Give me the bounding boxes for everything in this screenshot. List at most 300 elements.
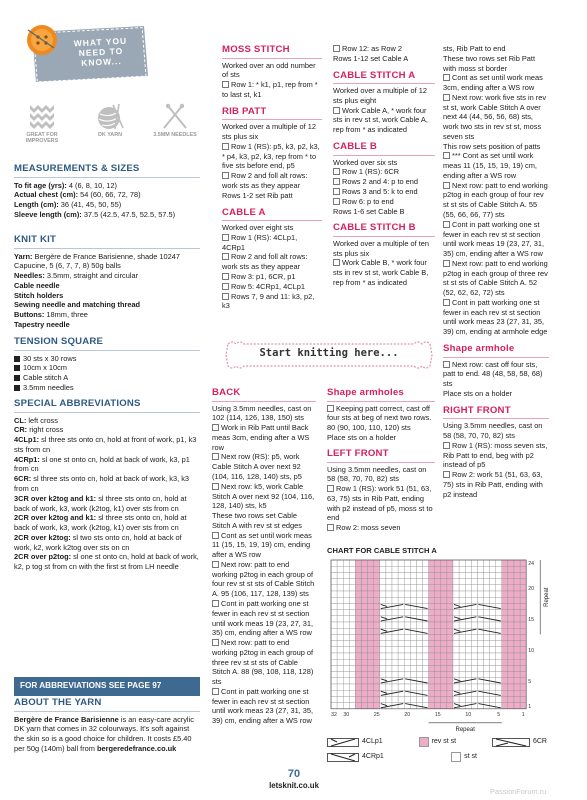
chart-cell: [386, 696, 392, 702]
chart-cell: [423, 653, 429, 659]
chart-cell: [477, 610, 483, 616]
chart-cell: [465, 585, 471, 591]
chart-cell: [429, 610, 435, 616]
chart-cell: [441, 653, 447, 659]
chart-cell: [471, 647, 477, 653]
cable-a-line: Rows 7, 9 and 11: k3, p2, k3: [222, 291, 315, 311]
chart-cell: [502, 572, 508, 578]
col5-line: Next row: patt to end working p2tog in each group of three rev st st sts of Cable Stitch A. 52 (52, 62, 62, 72) sts: [443, 258, 548, 298]
chart-cell: [447, 560, 453, 566]
chart-cell: [355, 678, 361, 684]
chart-cell: [368, 684, 374, 690]
chart-cell: [465, 560, 471, 566]
knitting-needles-icon: [160, 102, 190, 132]
chart-cell: [459, 634, 465, 640]
chart-cell: [380, 572, 386, 578]
chart-cell: [477, 591, 483, 597]
chart-cell: [362, 579, 368, 585]
row-tick-label: 1: [528, 703, 532, 710]
chart-cell: [380, 585, 386, 591]
measure-label: Length (cm):: [14, 200, 59, 210]
chart-cell: [343, 647, 349, 653]
chart-cell: [502, 703, 508, 709]
chart-cell: [508, 672, 514, 678]
chart-cell: [368, 579, 374, 585]
chart-cell: [471, 684, 477, 690]
st-st-swatch-icon: [451, 752, 461, 762]
chart-cell: [453, 653, 459, 659]
chart-cell: [392, 634, 398, 640]
chart-cell: [404, 622, 410, 628]
chart-cell: [355, 579, 361, 585]
abbr-term: 2CR over k2tog:: [14, 532, 71, 542]
cable-b-heading: CABLE B: [333, 141, 378, 153]
checkbox-icon: [443, 260, 450, 267]
chart-cell: [453, 560, 459, 566]
repeat-label-bottom: Repeat: [455, 726, 475, 733]
chart-cell: [337, 610, 343, 616]
chart-cell: [349, 566, 355, 572]
cable-a-line: Row 12: as Row 2: [342, 44, 402, 53]
chart-cell: [343, 634, 349, 640]
chart-cell: [374, 647, 380, 653]
chart-cell: [410, 634, 416, 640]
checkbox-icon: [443, 442, 450, 449]
chart-cell: [490, 585, 496, 591]
checkbox-icon: [212, 639, 219, 646]
chart-cell: [374, 641, 380, 647]
chart-cell: [374, 622, 380, 628]
info-icons-row: [14, 102, 200, 144]
chart-cell: [429, 591, 435, 597]
chart-cell: [435, 610, 441, 616]
chart-cell: [355, 634, 361, 640]
chart-cell: [349, 591, 355, 597]
chart-cell: [355, 690, 361, 696]
chart-cell: [471, 622, 477, 628]
site-url: letsknit.co.uk: [269, 781, 319, 790]
chart-cell: [520, 603, 526, 609]
chart-cell: [368, 616, 374, 622]
chart-cell: [368, 622, 374, 628]
chart-cell: [502, 678, 508, 684]
chart-cell: [508, 647, 514, 653]
chart-cell: [441, 616, 447, 622]
chart-cell: [484, 622, 490, 628]
chart-cell: [477, 579, 483, 585]
chart-cell: [502, 628, 508, 634]
measurements-section: [14, 163, 200, 220]
col-tick-label: 20: [404, 711, 411, 718]
chart-cell: [362, 703, 368, 709]
chart-cell: [368, 641, 374, 647]
chart-cell: [453, 647, 459, 653]
chart-cell: [453, 610, 459, 616]
bullet-square-icon: [14, 365, 20, 371]
col-tick-label: 25: [373, 711, 380, 718]
chart-cell: [374, 665, 380, 671]
checkbox-icon: [443, 94, 450, 101]
chart-cell: [441, 678, 447, 684]
cable-a-line: Worked over eight sts: [222, 223, 294, 233]
checkbox-icon: [327, 405, 334, 412]
chart-cell: [362, 566, 368, 572]
chart-cell: [410, 641, 416, 647]
chart-cell: [429, 560, 435, 566]
chart-cell: [441, 572, 447, 578]
chart-cell: [355, 672, 361, 678]
chart-cell: [355, 591, 361, 597]
chart-cell: [355, 585, 361, 591]
abbr-term: CR:: [14, 425, 28, 435]
chart-cell: [435, 703, 441, 709]
chart-cell: [337, 628, 343, 634]
chart-cell: [337, 641, 343, 647]
yarn-name: Bergère de France Barisienne: [14, 714, 119, 724]
chart-cell: [502, 653, 508, 659]
shape-armhole-heading: Shape armhole: [443, 342, 515, 354]
chart-cell: [374, 672, 380, 678]
chart-cell: [496, 622, 502, 628]
checkbox-icon: [443, 221, 450, 228]
chart-cell: [520, 672, 526, 678]
repeat-label-right: Repeat: [544, 587, 551, 607]
chart-cell: [392, 696, 398, 702]
chart-cell: [337, 634, 343, 640]
chart-cell: [343, 690, 349, 696]
chart-cell: [368, 603, 374, 609]
chart-cell: [374, 634, 380, 640]
chart-cell: [368, 560, 374, 566]
measure-value: 36 (41, 45, 50, 55): [58, 200, 122, 210]
chart-cell: [423, 634, 429, 640]
kit-item: Cable needle: [14, 280, 60, 290]
chart-cell: [459, 597, 465, 603]
chart-cell: [429, 684, 435, 690]
page-number: 70: [287, 768, 301, 780]
chart-cell: [490, 572, 496, 578]
legend-label: rev st st: [431, 738, 457, 746]
chart-cell: [386, 665, 392, 671]
right-front-line: Row 2: work 51 (51, 63, 63, 75) sts in Rib Patt, ending with p2 instead: [443, 470, 543, 499]
chart-cell: [423, 591, 429, 597]
row-tick-label: 20: [528, 586, 534, 592]
chart-cell: [349, 560, 355, 566]
chart-cell: [508, 603, 514, 609]
chart-cell: [471, 696, 477, 702]
tension-section: [14, 336, 200, 393]
col5-line: Next row: work five sts in rev st st, work Cable Stitch A over next 44 (44, 56, 56, 68) sts, work two sts in rev st st, moss seven sts: [443, 92, 547, 141]
chart-cell: [496, 560, 502, 566]
chart-cell: [508, 628, 514, 634]
chart-cell: [380, 672, 386, 678]
col5-line: These two rows set Rib Patt with moss st border: [443, 53, 536, 73]
chart-cell: [502, 684, 508, 690]
chart-cell: [380, 566, 386, 572]
chart-cell: [459, 696, 465, 702]
chart-cell: [343, 628, 349, 634]
chart-cell: [331, 572, 337, 578]
chart-cell: [477, 560, 483, 566]
chart-cell: [416, 572, 422, 578]
watermark: PassionForum.ru: [490, 787, 547, 796]
chart-cell: [392, 585, 398, 591]
abbr-def: sl one st onto cn, hold at back of work, k2, p tog st from cn with the first st from LH needle: [14, 552, 199, 572]
chart-cell: [429, 665, 435, 671]
chart-cell: [343, 641, 349, 647]
checkbox-icon: [212, 424, 219, 431]
chart-cell: [471, 585, 477, 591]
chart-cell: [374, 591, 380, 597]
chart-cell: [355, 659, 361, 665]
legend-label: 4CLp1: [362, 738, 383, 746]
chart-cell: [435, 659, 441, 665]
chart-cell: [410, 572, 416, 578]
chart-cell: [423, 696, 429, 702]
rib-line: Worked over a multiple of 12 sts plus six: [222, 122, 316, 142]
rib-line: Row 2 and foll alt rows: work sts as they appear: [222, 171, 308, 190]
chart-cell: [368, 597, 374, 603]
checkbox-icon: [222, 273, 229, 280]
chart-cell: [514, 579, 520, 585]
chart-cell: [447, 591, 453, 597]
chart-cell: [362, 628, 368, 634]
legend-label: 4CRp1: [362, 753, 384, 761]
chart-cell: [362, 603, 368, 609]
chart-cell: [490, 659, 496, 665]
chart-cell: [484, 647, 490, 653]
checkbox-icon: [222, 283, 229, 290]
chart-cell: [343, 653, 349, 659]
chart-cell: [337, 603, 343, 609]
chart-cell: [331, 585, 337, 591]
chart-cell: [496, 634, 502, 640]
chart-cell: [508, 560, 514, 566]
kit-item: Sewing needle and matching thread: [14, 300, 141, 310]
chart-cell: [331, 653, 337, 659]
chart-cell: [441, 641, 447, 647]
chart-cell: [404, 684, 410, 690]
chart-cell: [496, 641, 502, 647]
chart-cell: [520, 560, 526, 566]
chart-cell: [410, 591, 416, 597]
chart-cell: [374, 560, 380, 566]
chart-cell: [331, 703, 337, 709]
shape-armhole-line: Place sts on a holder: [443, 388, 513, 398]
chart-cell: [502, 690, 508, 696]
chart-cell: [380, 641, 386, 647]
kit-label: Yarn:: [14, 251, 33, 261]
chart-cell: [435, 678, 441, 684]
chart-cell: [447, 684, 453, 690]
chart-cell: [349, 572, 355, 578]
chart-cell: [435, 616, 441, 622]
top-column-2: [333, 44, 435, 288]
chart-cell: [471, 672, 477, 678]
back-line: Cont in patt working one st fewer in each rev st st section until work meas 23 (27, 31, 35, 39) cm, ending after a WS row: [212, 686, 314, 726]
chart-cell: [514, 665, 520, 671]
chart-cell: [496, 665, 502, 671]
chart-cell: [435, 653, 441, 659]
chart-cell: [490, 672, 496, 678]
chart-cell: [349, 690, 355, 696]
chart-cell: [374, 703, 380, 709]
chart-cell: [355, 653, 361, 659]
chart-cell: [471, 572, 477, 578]
chart-cell: [398, 585, 404, 591]
kit-label: Needles:: [14, 271, 45, 281]
chart-cell: [441, 560, 447, 566]
chart-cell: [343, 659, 349, 665]
chart-cell: [447, 572, 453, 578]
tension-item: 30 sts x 30 rows: [23, 353, 77, 363]
chart-cell: [502, 647, 508, 653]
chart-cell: [349, 603, 355, 609]
chart-cell: [490, 641, 496, 647]
chart-cell: [496, 585, 502, 591]
col5-line: Cont in patt working one st fewer in each rev st st section until work meas 19 (23, 27, 31, 35) cm, ending after a WS row: [443, 219, 545, 259]
yarn-link[interactable]: bergeredefrance.co.uk: [96, 743, 177, 753]
chart-cell: [331, 597, 337, 603]
chart-cell: [459, 585, 465, 591]
chart-cell: [441, 591, 447, 597]
checkbox-icon: [212, 561, 219, 568]
chart-cell: [508, 684, 514, 690]
abbr-term: CL:: [14, 415, 27, 425]
chart-cell: [331, 603, 337, 609]
chart-cell: [435, 560, 441, 566]
measure-label: To fit age (yrs):: [14, 180, 67, 190]
chart-cell: [447, 597, 453, 603]
chart-cell: [404, 653, 410, 659]
checkbox-icon: [212, 483, 219, 490]
chart-cell: [520, 659, 526, 665]
chart-cell: [374, 678, 380, 684]
chart-cell: [374, 659, 380, 665]
chart-cell: [520, 585, 526, 591]
chart-cell: [404, 579, 410, 585]
chart-cell: [514, 690, 520, 696]
chart-cell: [349, 585, 355, 591]
chart-cell: [398, 665, 404, 671]
chart-cell: [416, 597, 422, 603]
cable-stitch-a-heading: CABLE STITCH A: [333, 69, 416, 81]
chart-cell: [343, 603, 349, 609]
chart-cell: [514, 610, 520, 616]
cable-4clp1-symbol-icon: [327, 738, 359, 747]
chart-cell: [343, 665, 349, 671]
chart-cell: [337, 616, 343, 622]
chart-cell: [416, 622, 422, 628]
chart-cell: [453, 659, 459, 665]
chart-cell: [380, 653, 386, 659]
chart-cell: [416, 659, 422, 665]
chart-cell: [514, 684, 520, 690]
chart-cell: [514, 603, 520, 609]
chart-cell: [331, 634, 337, 640]
tension-item: 3.5mm needles: [23, 382, 74, 392]
bullet-square-icon: [14, 385, 20, 391]
col-tick-label: 1: [521, 711, 525, 718]
chart-cell: [416, 634, 422, 640]
chart-cell: [380, 696, 386, 702]
chart-cell: [514, 566, 520, 572]
tension-item: 10cm x 10cm: [23, 363, 67, 373]
checkbox-icon: [222, 172, 229, 179]
back-heading: BACK: [212, 387, 241, 398]
chart-cell: [502, 560, 508, 566]
chart-cell: [508, 703, 514, 709]
chart-cell: [441, 703, 447, 709]
chart-cell: [423, 572, 429, 578]
chart-cell: [484, 659, 490, 665]
chart-cell: [465, 572, 471, 578]
chart-cell: [368, 653, 374, 659]
chart-cell: [459, 566, 465, 572]
chart-cell: [404, 696, 410, 702]
left-front-heading: LEFT FRONT: [327, 448, 389, 459]
chart-cell: [343, 610, 349, 616]
checkbox-icon: [212, 453, 219, 460]
chart-cell: [520, 610, 526, 616]
chart-cell: [374, 579, 380, 585]
chart-cell: [477, 572, 483, 578]
chart-cell: [508, 616, 514, 622]
chart-cell: [471, 560, 477, 566]
chart-cell: [435, 634, 441, 640]
chart-cell: [502, 579, 508, 585]
chart-cell: [331, 566, 337, 572]
cable-a-heading: CABLE A: [222, 206, 266, 218]
chart-cell: [368, 591, 374, 597]
chart-cell: [471, 641, 477, 647]
chart-cell: [508, 591, 514, 597]
chart-cell: [453, 622, 459, 628]
chart-cell: [441, 610, 447, 616]
cable-stitch-a-line: Work Cable A, * work four sts in rev st st, work Cable A, rep from * as indicated: [333, 105, 428, 135]
chart-cell: [355, 560, 361, 566]
chart-cell: [337, 585, 343, 591]
about-yarn-section: [14, 697, 200, 754]
abbreviations-section: [14, 398, 200, 572]
chart-cell: [349, 616, 355, 622]
chart-cell: [496, 672, 502, 678]
chart-cell: [410, 684, 416, 690]
checkbox-icon: [212, 532, 219, 539]
back-line: Cont as set until work meas 11 (15, 15, 19, 19) cm, ending after a WS row: [212, 530, 312, 560]
chart-cell: [362, 634, 368, 640]
measure-value: 37.5 (42.5, 47.5, 52.5, 57.5): [81, 209, 176, 219]
chart-cell: [484, 653, 490, 659]
chart-cell: [423, 672, 429, 678]
chart-cell: [343, 560, 349, 566]
chart-cell: [429, 579, 435, 585]
chart-cell: [429, 672, 435, 678]
chart-cell: [484, 591, 490, 597]
chart-cell: [410, 585, 416, 591]
chart-cell: [429, 566, 435, 572]
chart-cell: [331, 591, 337, 597]
chart-cell: [508, 690, 514, 696]
chart-cell: [484, 696, 490, 702]
chart-cell: [404, 641, 410, 647]
back-line: Work in Rib Patt until Back meas 3cm, ending after a WS row: [212, 423, 310, 452]
chart-cell: [337, 665, 343, 671]
chart-cell: [416, 560, 422, 566]
chart-cell: [490, 610, 496, 616]
chart-cell: [404, 597, 410, 603]
chart-cell: [423, 684, 429, 690]
